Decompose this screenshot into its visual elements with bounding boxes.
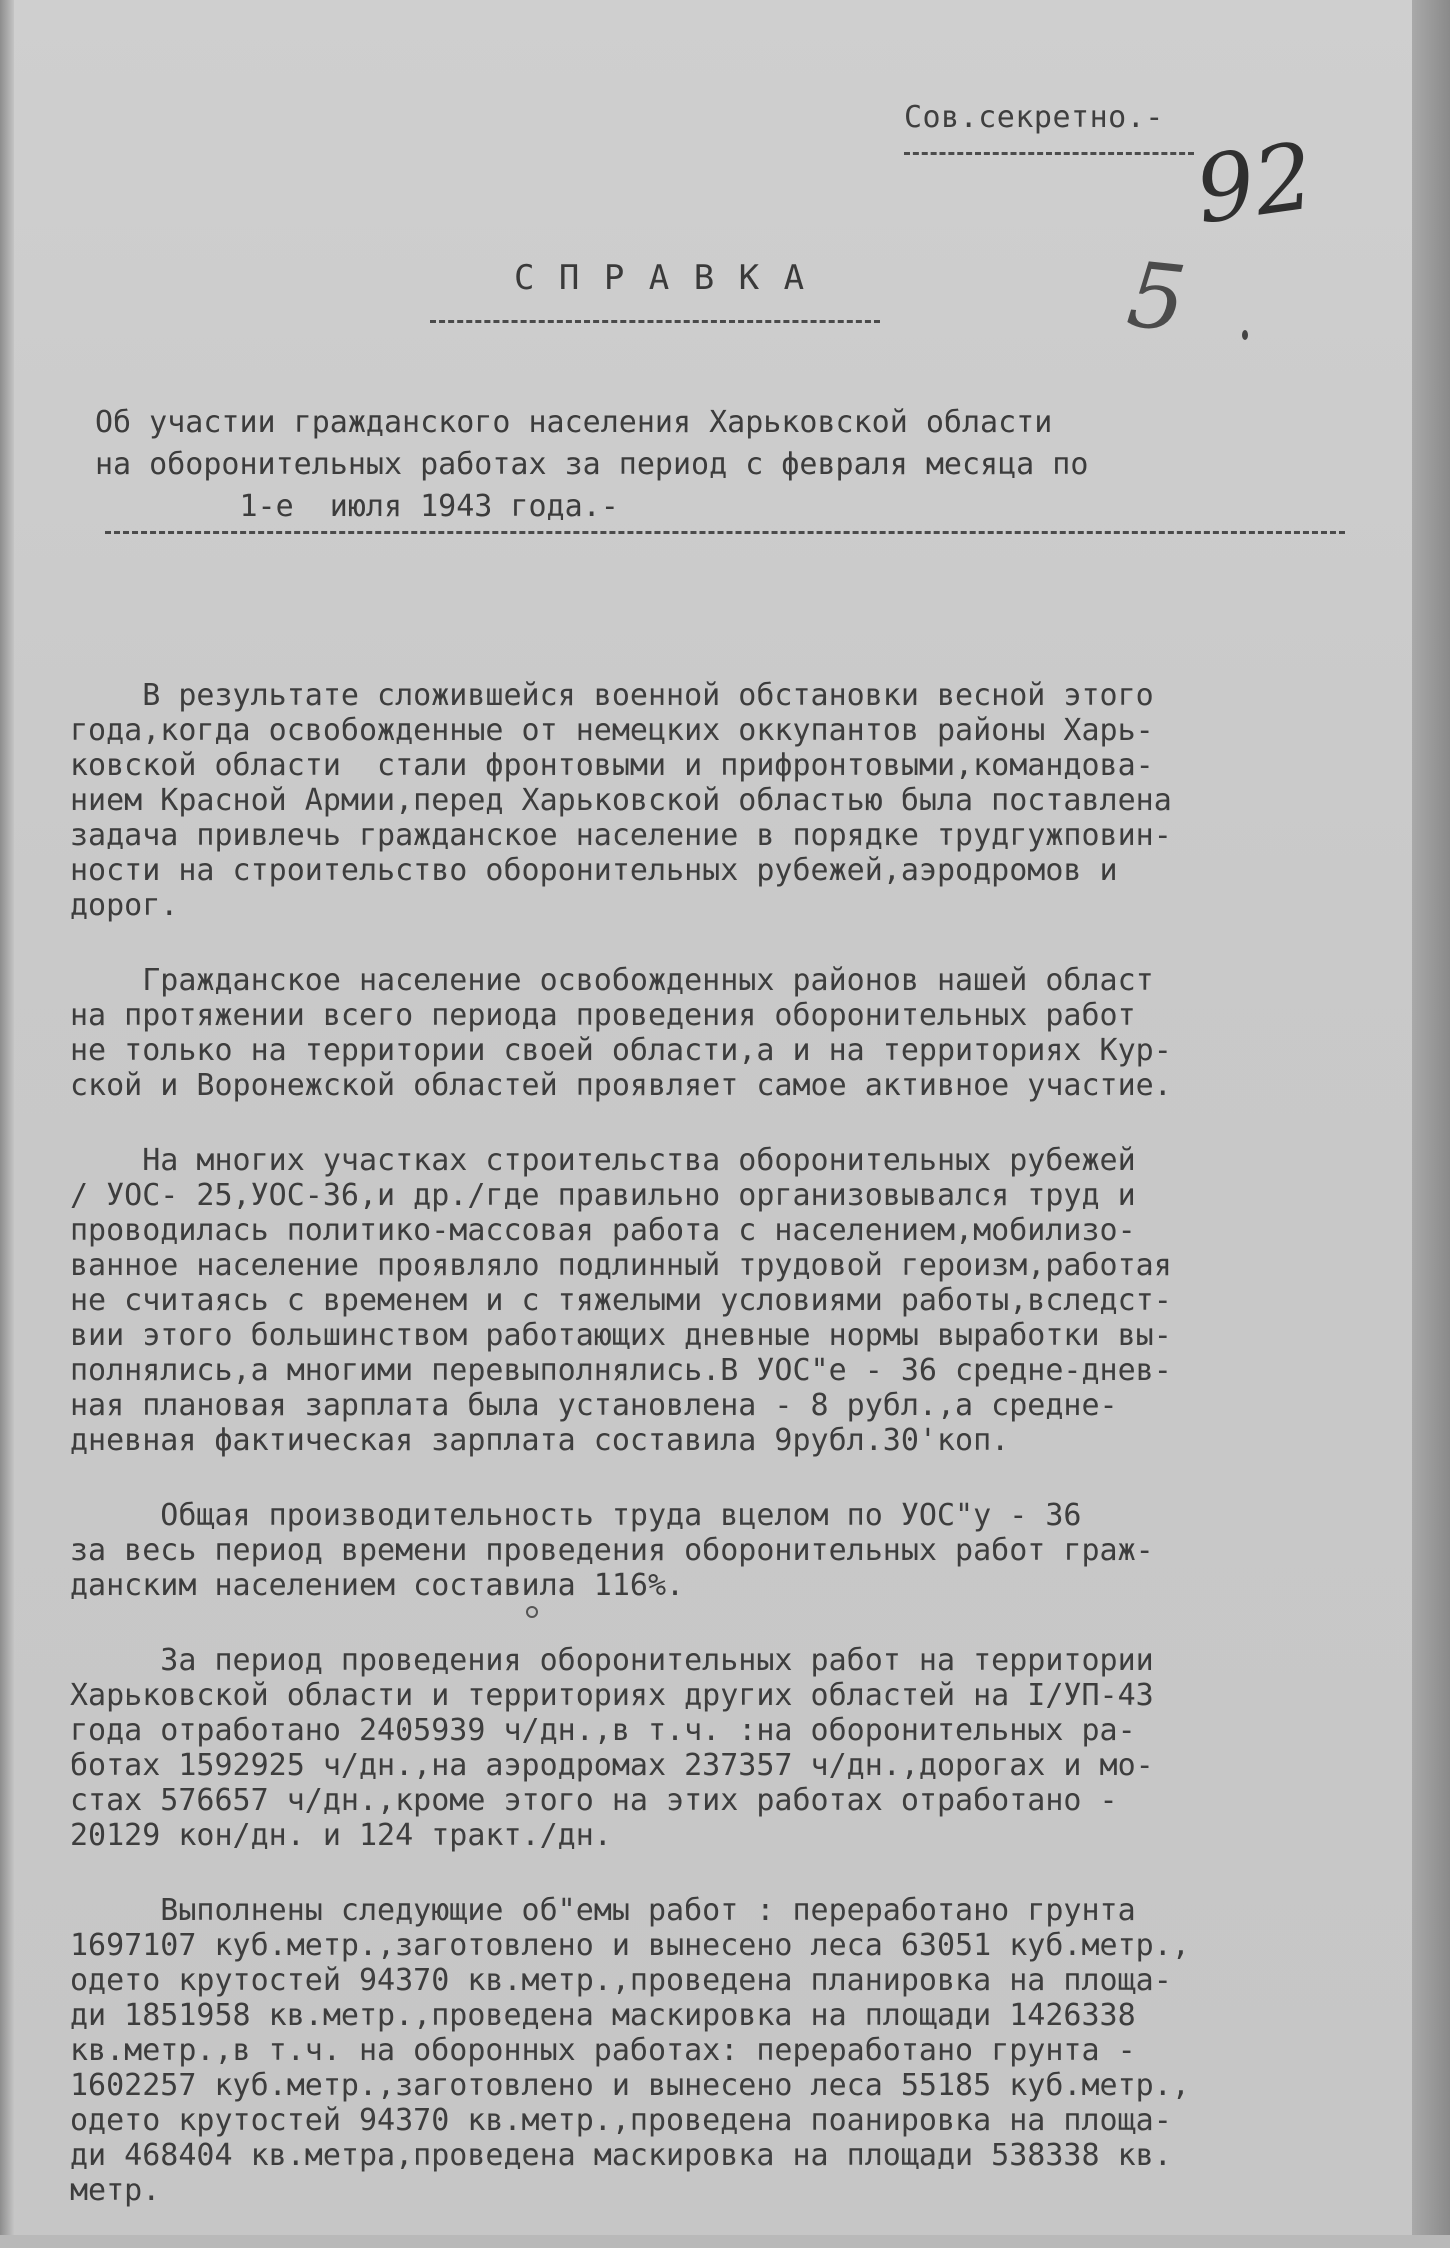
classification-mark: Сов.секретно.- — [904, 100, 1164, 135]
text-line: дневная фактическая зарплата составила 9рубл.30'коп. — [70, 1423, 1010, 1458]
subject-underline — [105, 531, 1345, 534]
text-line: одето крутостей 94370 кв.метр.,проведена планировка на площа- — [70, 1963, 1172, 1998]
text-line: дорог. — [70, 888, 179, 923]
text-line: вии этого большинством работающих дневные нормы выработки вы- — [70, 1318, 1172, 1353]
text-line: 1602257 куб.метр.,заготовлено и вынесено леса 55185 куб.метр., — [70, 2068, 1190, 2103]
text-line: задача привлечь гражданское население в порядке трудгужповин- — [70, 818, 1172, 853]
text-line: В результате сложившейся военной обстановки весной этого — [70, 678, 1154, 713]
document-subject — [95, 402, 1355, 528]
paragraph-3 — [70, 1143, 1410, 1458]
text-line: данским населением составила 116%. — [70, 1568, 685, 1603]
text-line: стах 576657 ч/дн.,кроме этого на этих работах отработано - — [70, 1783, 1118, 1818]
handwritten-page-number: 92 — [1189, 122, 1320, 245]
text-line: кв.метр.,в т.ч. на оборонных работах: переработано грунта - — [70, 2033, 1136, 2068]
text-line: проводилась политико-массовая работа с населением,мобилизо- — [70, 1213, 1136, 1248]
text-line: полнялись,а многими перевыполнялись.В УОС"е - 36 средне-днев- — [70, 1353, 1172, 1388]
text-line: метр. — [70, 2173, 161, 2208]
text-line: / УОС- 25,УОС-36,и др./где правильно организовывался труд и — [70, 1178, 1136, 1213]
text-line: ди 468404 кв.метра,проведена маскировка на площади 538338 кв. — [70, 2138, 1172, 2173]
text-line: ской и Воронежской областей проявляет самое активное участие. — [70, 1068, 1172, 1103]
ink-speck — [1242, 330, 1248, 340]
title-underline — [430, 320, 880, 323]
text-line: ности на строительство оборонительных рубежей,аэродромов и — [70, 853, 1118, 888]
text-line: Выполнены следующие об"емы работ : переработано грунта — [70, 1893, 1136, 1928]
text-line: на протяжении всего периода проведения оборонительных работ — [70, 998, 1136, 1033]
text-line: нием Красной Армии,перед Харьковской областью была поставлена — [70, 783, 1172, 818]
subject-line: на оборонительных работах за период с февраля месяца по — [95, 447, 1089, 482]
text-line: ванное население проявляло подлинный трудовой героизм,работая — [70, 1248, 1172, 1283]
subject-line: 1-е июля 1943 года.- — [95, 489, 619, 524]
document-body — [70, 678, 1410, 2248]
ink-speck — [526, 1606, 538, 1618]
text-line: ковской области стали фронтовыми и прифронтовыми,командова- — [70, 748, 1154, 783]
text-line: за весь период времени проведения оборонительных работ граж- — [70, 1533, 1154, 1568]
text-line: Харьковской области и территориях других областей на I/УП-43 — [70, 1678, 1154, 1713]
document-title: С П Р А В К А — [513, 258, 807, 298]
text-line: года отработано 2405939 ч/дн.,в т.ч. :на оборонительных ра- — [70, 1713, 1136, 1748]
scan-edge — [1412, 0, 1450, 2235]
paragraph-2 — [70, 963, 1410, 1103]
page-edge-shadow — [0, 0, 14, 2235]
text-line: 1697107 куб.метр.,заготовлено и вынесено леса 63051 куб.метр., — [70, 1928, 1190, 1963]
text-line: ная плановая зарплата была установлена - 8 рубл.,а средне- — [70, 1388, 1118, 1423]
text-line: не только на территории своей области,а и на территориях Кур- — [70, 1033, 1172, 1068]
text-line: 20129 кон/дн. и 124 тракт./дн. — [70, 1818, 612, 1853]
text-line: Гражданское население освобожденных районов нашей област — [70, 963, 1154, 998]
paragraph-4 — [70, 1498, 1410, 1603]
classification-underline — [904, 152, 1194, 155]
text-line: одето крутостей 94370 кв.метр.,проведена поанировка на площа- — [70, 2103, 1172, 2138]
paragraph-5 — [70, 1643, 1410, 1853]
text-line: На многих участках строительства оборонительных рубежей — [70, 1143, 1136, 1178]
text-line: года,когда освобожденные от немецких оккупантов районы Харь- — [70, 713, 1154, 748]
text-line: За период проведения оборонительных работ на территории — [70, 1643, 1154, 1678]
text-line: ботах 1592925 ч/дн.,на аэродромах 237357 ч/дн.,дорогах и мо- — [70, 1748, 1154, 1783]
text-line: Общая производительность труда вцелом по УОС"у - 36 — [70, 1498, 1082, 1533]
text-line: не считаясь с временем и с тяжелыми условиями работы,вследст- — [70, 1283, 1172, 1318]
paragraph-1 — [70, 678, 1410, 923]
text-line: ди 1851958 кв.метр.,проведена маскировка на площади 1426338 — [70, 1998, 1136, 2033]
subject-line: Об участии гражданского населения Харьковской области — [95, 405, 1053, 440]
paragraph-6 — [70, 1893, 1410, 2208]
handwritten-mark: 5 — [1122, 242, 1191, 353]
